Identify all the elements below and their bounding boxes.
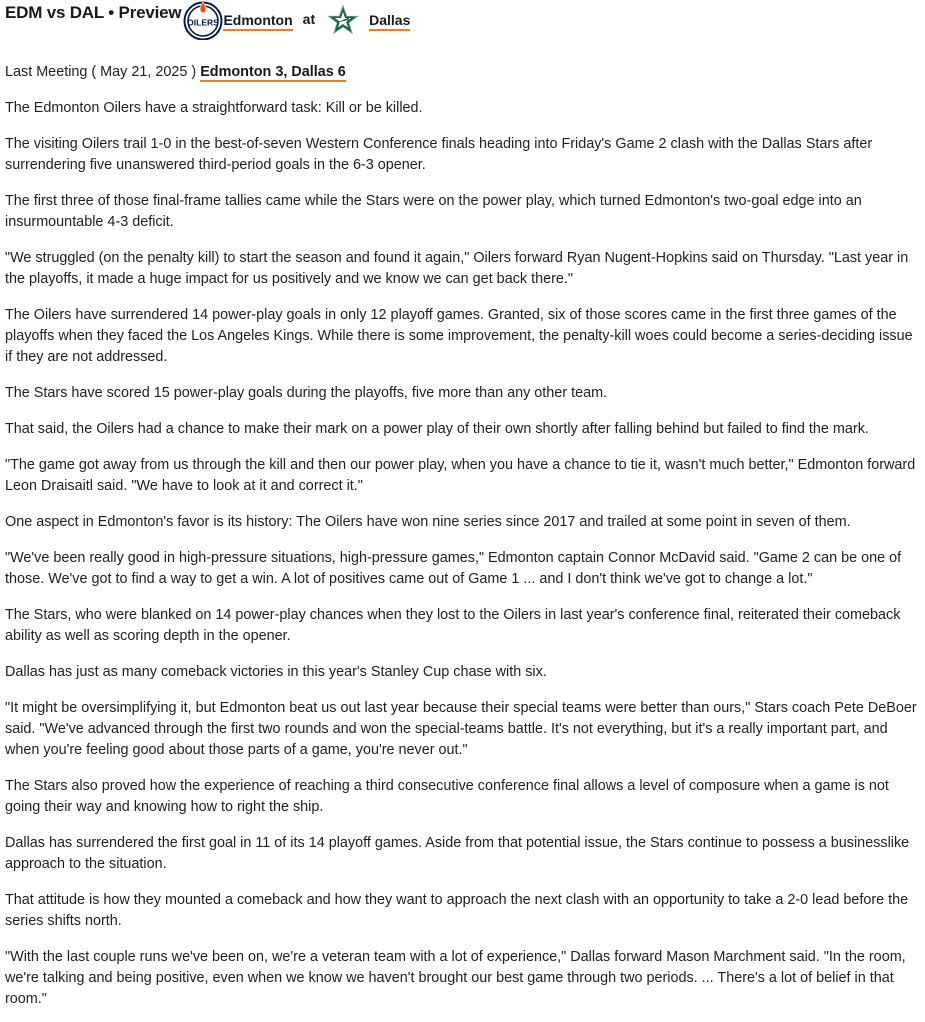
article-paragraph: One aspect in Edmonton's favor is its history: The Oilers have won nine series since 2017 and trailed at some point in seven of them.: [5, 514, 851, 530]
svg-text:OILERS: OILERS: [187, 17, 220, 28]
at-label: at: [302, 11, 316, 27]
article-paragraph: The Oilers have surrendered 14 power-play goals in only 12 playoff games. Granted, six of those scores came in the first three games of the playoffs when they faced the Los Angeles Kings. While there is some improvement, the penalty-kill woes could become a series-deciding issue if they are not addressed.: [5, 307, 913, 365]
article-paragraph: "We've been really good in high-pressure situations, high-pressure games," Edmonton captain Connor McDavid said. "Game 2 can be one of those. We've got to find a way to get a win. A lot of positives came out of Game 1 ... and I don't think we've got to change a lot.": [5, 550, 902, 587]
last-meeting: [5, 62, 917, 83]
last-meeting-result-link[interactable]: Edmonton 3, Dallas 6: [200, 64, 346, 80]
article-body: [5, 62, 917, 1022]
article-paragraph: Dallas has just as many comeback victories in this year's Stanley Cup chase with six.: [5, 664, 547, 680]
last-meeting-label: Last Meeting ( May 21, 2025 ): [5, 64, 197, 80]
article-paragraph: The Stars, who were blanked on 14 power-play chances when they lost to the Oilers in last year's conference final, reiterated their comeback ability as well as scoring depth in the opener.: [5, 607, 901, 644]
article-paragraph: "With the last couple runs we've been on, we're a veteran team with a lot of experience," Dallas forward Mason Marchment said. "In the room, we're talking and being positive, even when we know we haven't brought our best game through two periods. ... There's a lot of belief in that room.": [5, 949, 906, 1007]
team-link-edmonton[interactable]: Edmonton: [223, 12, 292, 31]
article-paragraph: The first three of those final-frame tallies came while the Stars were on the power play, which turned Edmonton's two-goal edge into an insurmountable 4-3 deficit.: [5, 193, 862, 230]
article-paragraph: That attitude is how they mounted a comeback and how they want to approach the next clash with an opportunity to take a 2-0 lead before the series shifts north.: [5, 892, 909, 929]
article-paragraph: The Stars also proved how the experience of reaching a third consecutive conference final allows a level of composure when a game is not going their way and knowing how to right the ship.: [5, 778, 889, 815]
page-title: EDM vs DAL • Preview: [5, 3, 182, 22]
preview-header: [5, 0, 410, 40]
article-paragraph: The Stars have scored 15 power-play goals during the playoffs, five more than any other team.: [5, 385, 608, 401]
article-paragraph: "We struggled (on the penalty kill) to start the season and found it again," Oilers forward Ryan Nugent-Hopkins said on Thursday. "Last year in the playoffs, it made a huge impact for us positively and we know we can get back there.": [5, 250, 909, 287]
article-paragraph: "It might be oversimplifying it, but Edmonton beat us out last year because their special teams were better than ours," Stars coach Pete DeBoer said. "We've advanced through the first two rounds and won the special-teams battle. It's not everything, but it's a really important part, and when you're feeling good about those parts of a game, you're never out.": [5, 700, 917, 758]
article-paragraph: That said, the Oilers had a chance to make their mark on a power play of their own shortly after falling behind but failed to find the mark.: [5, 421, 869, 437]
article-paragraph: The Edmonton Oilers have a straightforward task: Kill or be killed.: [5, 100, 423, 116]
article-paragraph: Dallas has surrendered the first goal in 11 of its 14 playoff games. Aside from that potential issue, the Stars continue to possess a businesslike approach to the situation.: [5, 835, 910, 872]
article-paragraph: "The game got away from us through the kill and then our power play, when you have a chance to tie it, wasn't much better," Edmonton forward Leon Draisaitl said. "We have to look at it and correct it.": [5, 457, 916, 494]
stars-logo-icon: [325, 3, 361, 39]
article-paragraph: The visiting Oilers trail 1-0 in the best-of-seven Western Conference finals heading into Friday's Game 2 clash with the Dallas Stars after surrendering five unanswered third-period goals in the 6-3 opener.: [5, 136, 873, 173]
oilers-logo-icon: [183, 0, 223, 40]
team-link-dallas[interactable]: Dallas: [369, 12, 410, 31]
